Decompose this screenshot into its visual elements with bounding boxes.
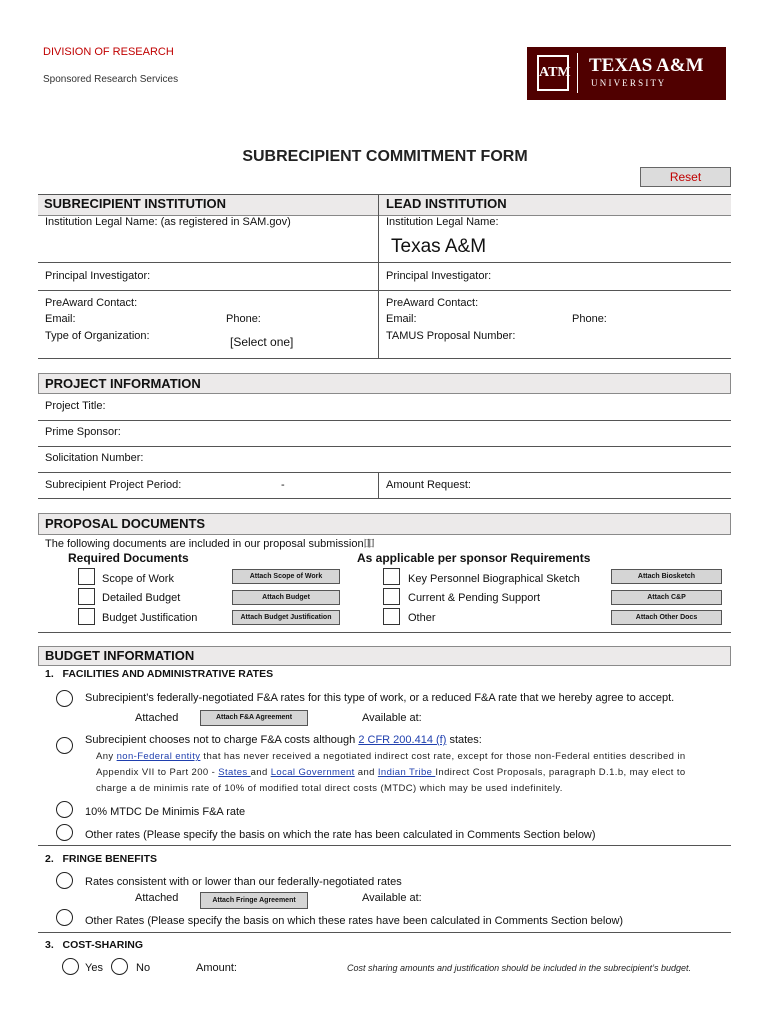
logo-text: TEXAS A&M: [589, 55, 704, 76]
sub-org-type-label: Type of Organization:: [45, 330, 150, 342]
reset-button[interactable]: Reset: [640, 167, 731, 187]
current-pending-checkbox[interactable]: [383, 588, 400, 605]
proposal-intro: [45, 535, 375, 551]
other-docs-label: Other: [408, 612, 436, 624]
biosketch-checkbox[interactable]: [383, 568, 400, 585]
division-title: DIVISION OF RESEARCH: [43, 46, 174, 58]
cost-sharing-yes-radio[interactable]: [62, 958, 79, 975]
fringe-consistent-radio[interactable]: [56, 872, 73, 889]
fringe-heading: 2. FRINGE BENEFITS: [45, 853, 158, 865]
fringe-other-label: Other Rates (Please specify the basis on which these rates have been calculated in Comments Section below): [85, 915, 624, 927]
fa-other-radio[interactable]: [56, 824, 73, 841]
lead-legal-name-value[interactable]: Texas A&M: [391, 236, 487, 257]
subrecipient-heading: SUBRECIPIENT INSTITUTION: [44, 196, 227, 211]
quote-and2: and: [354, 767, 378, 778]
project-title-label: Project Title:: [45, 400, 106, 412]
fringe-other-radio[interactable]: [56, 909, 73, 926]
current-pending-label: Current & Pending Support: [408, 592, 541, 604]
fa-negotiated-radio[interactable]: [56, 690, 73, 707]
lead-proposal-label: TAMUS Proposal Number:: [386, 330, 516, 342]
form-title: SUBRECIPIENT COMMITMENT FORM: [242, 148, 528, 165]
quote-text1: that has never received a negotiated indirect cost rate, except for those non-Federal entities described in: [200, 751, 686, 762]
cost-sharing-amount-label: Amount:: [196, 962, 237, 974]
cost-sharing-heading: 3. COST-SHARING: [45, 939, 144, 951]
other-docs-checkbox[interactable]: [383, 608, 400, 625]
fa-other-label: Other rates (Please specify the basis on which the rate has been calculated in Comments Section below): [85, 829, 596, 841]
quote-text3: Indirect Cost Proposals, paragraph D.1.b, may elect to: [435, 767, 686, 778]
local-government-link[interactable]: Local Government: [270, 767, 355, 778]
proposal-section-bar: [38, 513, 731, 535]
states-link[interactable]: States: [218, 767, 251, 778]
fa-heading: 1. FACILITIES AND ADMINISTRATIVE RATES: [45, 668, 274, 680]
org-type-select[interactable]: [Select one]: [230, 335, 294, 349]
cfr-quote-line3: charge a de minimis rate of 10% of modified total direct costs (MTDC) which may be used indefinitely.: [96, 783, 563, 794]
fa-no-charge-label: [85, 734, 482, 746]
department-name: Sponsored Research Services: [43, 74, 179, 85]
non-federal-entity-link[interactable]: non-Federal entity: [116, 751, 201, 762]
sub-legal-name-label: Institution Legal Name: (as registered in SAM.gov): [45, 216, 291, 228]
fa-negotiated-label: Subrecipient’s federally-negotiated F&A rates for this type of work, or a reduced F&A rate that we hereby agree to accept.: [85, 692, 675, 704]
quote-any: Any: [96, 751, 117, 762]
cost-sharing-yes-label: Yes: [85, 962, 103, 974]
attach-other-button[interactable]: Attach Other Docs: [611, 610, 722, 625]
project-heading: PROJECT INFORMATION: [45, 376, 201, 391]
project-section-bar: [38, 373, 731, 394]
fringe-consistent-label: Rates consistent with or lower than our federally-negotiated rates: [85, 876, 402, 888]
proposal-heading: PROPOSAL DOCUMENTS: [45, 516, 206, 531]
atm-mark-icon: ATM: [537, 55, 569, 91]
sub-phone-label: Phone:: [226, 313, 261, 325]
detailed-budget-checkbox[interactable]: [78, 588, 95, 605]
tamu-logo: [527, 47, 726, 100]
sub-preaward-label: PreAward Contact:: [45, 297, 138, 309]
lead-preaward-label: PreAward Contact:: [386, 297, 479, 309]
fa-attached-label: Attached: [135, 712, 179, 724]
fa-no-charge-text: Subrecipient chooses not to charge F&A costs although: [85, 734, 359, 746]
attach-budget-button[interactable]: Attach Budget: [232, 590, 340, 605]
attach-fringe-button[interactable]: Attach Fringe Agreement: [200, 892, 308, 909]
cfr-link[interactable]: 2 CFR 200.414 (f): [358, 734, 447, 746]
project-period-label: Subrecipient Project Period:: [45, 479, 182, 491]
sub-email-label: Email:: [45, 313, 76, 325]
sub-pi-label: Principal Investigator:: [45, 270, 151, 282]
lead-email-label: Email:: [386, 313, 417, 325]
fa-available-label: Available at:: [362, 712, 422, 724]
logo-subtext: U N I V E R S I T Y: [591, 78, 665, 88]
prime-sponsor-label: Prime Sponsor:: [45, 426, 121, 438]
amount-request-label: Amount Request:: [386, 479, 471, 491]
lead-heading: LEAD INSTITUTION: [386, 196, 507, 211]
attach-scope-button[interactable]: Attach Scope of Work: [232, 569, 340, 584]
lead-pi-label: Principal Investigator:: [386, 270, 492, 282]
proposal-intro-text: The following documents are included in our proposal submission: [45, 538, 364, 550]
fringe-attached-label: Attached: [135, 892, 179, 904]
attach-biosketch-button[interactable]: Attach Biosketch: [611, 569, 722, 584]
biosketch-label: Key Personnel Biographical Sketch: [408, 573, 580, 585]
sponsor-docs-heading: As applicable per sponsor Requirements: [357, 551, 591, 565]
budget-justification-label: Budget Justification: [102, 612, 198, 624]
solicitation-label: Solicitation Number:: [45, 452, 144, 464]
detailed-budget-label: Detailed Budget: [102, 592, 181, 604]
cfr-quote-line2: [96, 767, 686, 778]
cost-sharing-no-radio[interactable]: [111, 958, 128, 975]
budget-heading: BUDGET INFORMATION: [45, 648, 195, 663]
lead-phone-label: Phone:: [572, 313, 607, 325]
attach-cp-button[interactable]: Attach C&P: [611, 590, 722, 605]
quote-text2: Appendix VII to Part 200 -: [96, 767, 219, 778]
quote-and: and: [250, 767, 271, 778]
attach-justification-button[interactable]: Attach Budget Justification: [232, 610, 340, 625]
indian-tribe-link[interactable]: Indian Tribe: [377, 767, 436, 778]
fa-deminimis-radio[interactable]: [56, 801, 73, 818]
fringe-available-label: Available at:: [362, 892, 422, 904]
fa-no-charge-radio[interactable]: [56, 737, 73, 754]
cfr-quote-line1: [96, 751, 686, 762]
scope-of-work-checkbox[interactable]: [78, 568, 95, 585]
required-docs-heading: Required Documents: [68, 551, 189, 565]
budget-section-bar: [38, 646, 731, 666]
attach-fa-agreement-button[interactable]: Attach F&A Agreement: [200, 710, 308, 726]
fa-no-charge-text-end: states:: [446, 734, 482, 746]
cost-sharing-note: Cost sharing amounts and justification should be included in the subrecipient’s budget.: [347, 963, 692, 973]
lead-legal-name-label: Institution Legal Name:: [386, 216, 499, 228]
fa-deminimis-label: 10% MTDC De Minimis F&A rate: [85, 806, 246, 818]
budget-justification-checkbox[interactable]: [78, 608, 95, 625]
scope-of-work-label: Scope of Work: [102, 573, 174, 585]
project-period-separator: -: [281, 479, 285, 491]
proposal-intro-glyph: 吅: [363, 538, 375, 550]
cost-sharing-no-label: No: [136, 962, 151, 974]
